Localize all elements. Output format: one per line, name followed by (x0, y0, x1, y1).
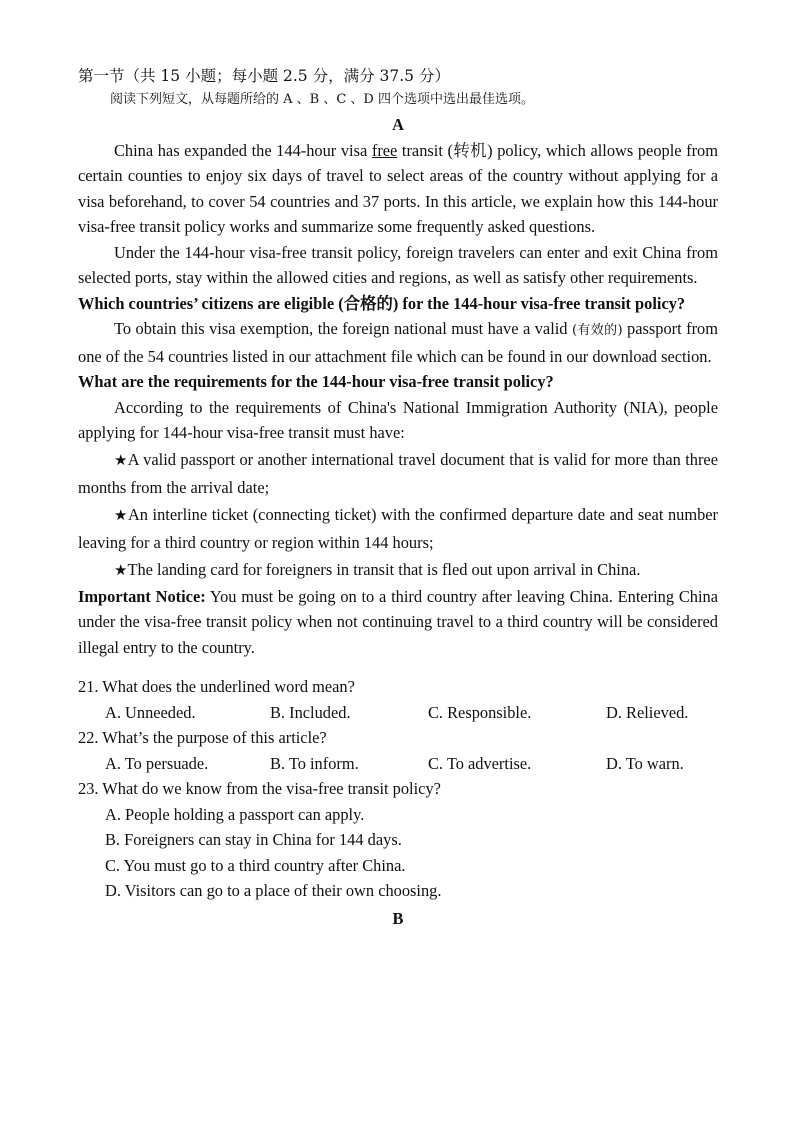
requirement-item: ★A valid passport or another international travel document that is valid for more than three months from the arrival date; (78, 449, 718, 497)
passage-label-a: A (392, 115, 404, 134)
star-icon: ★ (114, 560, 128, 579)
question-stem: 23. What do we know from the visa-free transit policy? (78, 779, 441, 798)
option-d[interactable]: D. Relieved. (606, 702, 689, 722)
option-b[interactable]: B. Included. (270, 702, 351, 722)
important-notice: Important Notice: You must be going on to a third country after leaving China. Entering China under the visa-free transit policy when not continuing travel to a third country will be considered illegal entry to the country. (78, 586, 719, 657)
option-c[interactable]: C. You must go to a third country after China. (105, 855, 406, 875)
option-row (78, 751, 718, 777)
requirement-item: ★The landing card for foreigners in transit that is fled out upon arrival in China. (114, 559, 641, 579)
option-d[interactable]: D. To warn. (606, 753, 684, 773)
option-b[interactable]: B. Foreigners can stay in China for 144 days. (105, 830, 402, 849)
passage-label-b: B (392, 908, 404, 928)
option-a[interactable]: A. People holding a passport can apply. (105, 804, 365, 824)
star-icon: ★ (114, 505, 128, 524)
option-c[interactable]: C. To advertise. (428, 753, 532, 773)
question-21 (78, 674, 718, 725)
subheading-eligibility: Which countries’ citizens are eligible (合格的) for the 144-hour visa-free transit policy? (78, 293, 686, 313)
exam-page (78, 64, 718, 931)
paragraph-1: China has expanded the 144-hour visa free transit (转机) policy, which allows people from certain counties to enjoy six days of travel to select areas of the country without applying for a visa beforehand, to cover 54 countries and 37 ports. In this article, we explain how this 144-hour visa-free transit policy works and summarize some frequently asked questions. (78, 140, 718, 236)
requirement-item: ★An interline ticket (connecting ticket) with the confirmed departure date and seat number leaving for a third country or region within 144 hours; (78, 504, 719, 552)
question-stem: 22. What’s the purpose of this article? (78, 728, 327, 747)
option-c[interactable]: C. Responsible. (428, 702, 532, 722)
star-icon: ★ (114, 450, 128, 469)
option-a[interactable]: A. Unneeded. (105, 702, 196, 722)
option-row (78, 700, 718, 726)
option-a[interactable]: A. To persuade. (105, 753, 209, 773)
question-22 (78, 725, 718, 776)
instructions: 阅读下列短文，从每题所给的 A 、B 、C 、D 四个选项中选出最佳选项。 (110, 92, 534, 107)
subheading-requirements: What are the requirements for the 144-hour visa-free transit policy? (78, 372, 554, 391)
paragraph-4: According to the requirements of China's National Immigration Authority (NIA), people applying for 144-hour visa-free transit must have: (78, 397, 718, 442)
question-23 (78, 776, 718, 904)
option-b[interactable]: B. To inform. (270, 753, 359, 773)
option-d[interactable]: D. Visitors can go to a place of their own choosing. (105, 881, 442, 900)
section-heading: 第一节（共 15 小题；每小题 2.5 分，满分 37.5 分） (78, 67, 450, 85)
paragraph-2: Under the 144-hour visa-free transit policy, foreign travelers can enter and exit China from selected ports, stay within the allowed cities and regions, as well as satisfy other requirements. (78, 242, 718, 287)
question-stem: 21. What does the underlined word mean? (78, 677, 355, 696)
paragraph-3: To obtain this visa exemption, the foreign national must have a valid (有效的) passport from one of the 54 countries listed in our attachment file which can be found in our download section. (78, 319, 718, 366)
underlined-word: free (371, 140, 398, 160)
